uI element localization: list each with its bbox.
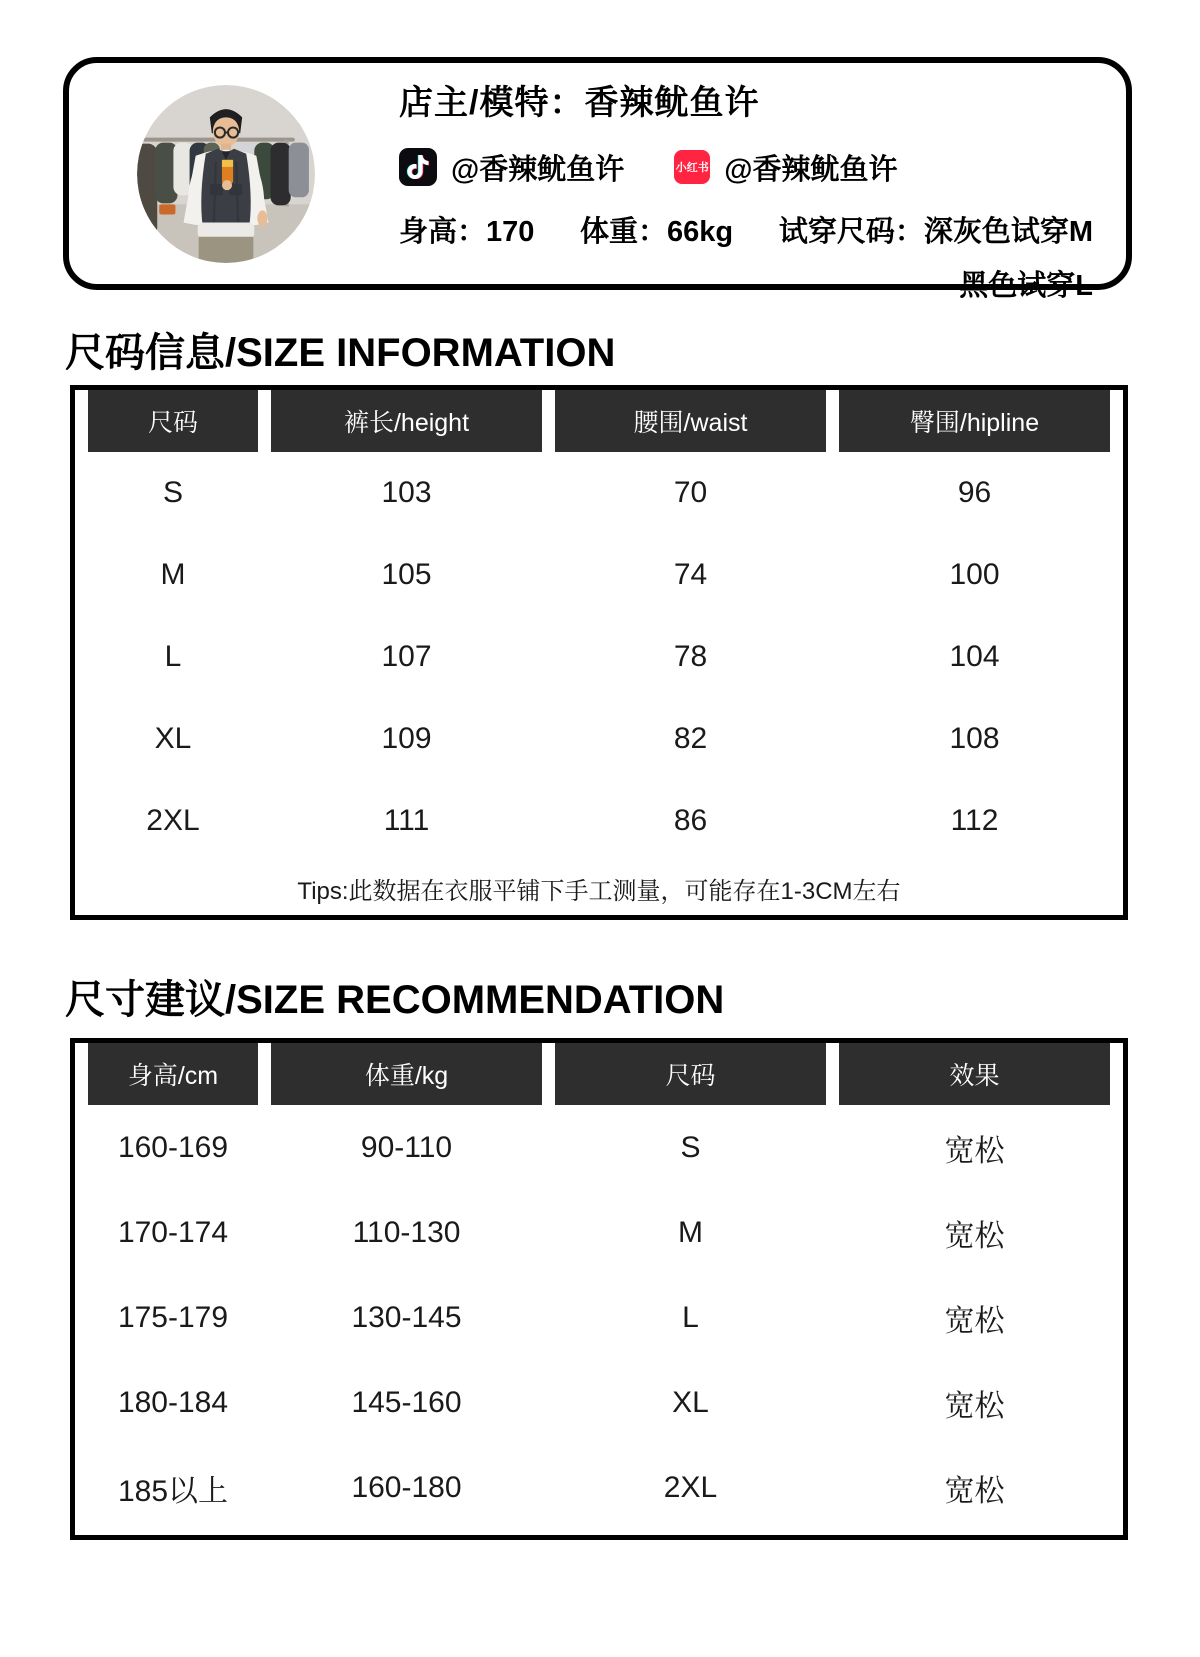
table-cell: L	[682, 1300, 699, 1334]
table-cell: 86	[673, 804, 708, 837]
table-cell: S	[680, 1130, 701, 1164]
column-header: 臀围/hipline	[839, 390, 1110, 452]
social-handles-row	[399, 147, 1093, 187]
xiaohongshu-handle: @香辣鱿鱼许	[724, 153, 898, 186]
column-header: 尺码	[88, 390, 258, 452]
table-cell: M	[160, 558, 186, 591]
table-cell: 宽松	[944, 1134, 1005, 1168]
size-recommendation-heading: 尺寸建议/SIZE RECOMMENDATION	[65, 978, 725, 1022]
profile-info	[399, 83, 1093, 304]
tryon-stat-second-line: 黑色试穿L	[959, 270, 1093, 302]
table-cell: 112	[950, 804, 999, 837]
table-header-row	[75, 1043, 1123, 1105]
table-cell: 180-184	[117, 1385, 229, 1419]
table-cell: 宽松	[944, 1474, 1005, 1508]
table-row	[75, 698, 1123, 780]
column-header: 体重/kg	[271, 1043, 542, 1105]
table-header-row	[75, 390, 1123, 452]
size-recommendation-table	[70, 1038, 1128, 1540]
table-body	[75, 452, 1123, 862]
column-header: 尺码	[555, 1043, 826, 1105]
table-cell: 105	[381, 558, 432, 591]
table-row	[75, 1445, 1123, 1530]
table-cell: 130-145	[351, 1300, 462, 1334]
avatar	[137, 85, 315, 263]
table-cell: XL	[154, 722, 192, 755]
table-cell: 185以上	[117, 1474, 229, 1508]
table-cell: 78	[673, 640, 708, 673]
table-row	[75, 1190, 1123, 1275]
table-cell: 90-110	[360, 1130, 453, 1164]
model-photo-illustration	[137, 85, 315, 263]
table-cell: 70	[673, 476, 708, 509]
table-cell: 96	[957, 476, 992, 509]
table-cell: XL	[672, 1385, 709, 1419]
table-cell: 2XL	[146, 804, 200, 837]
table-cell: 160-180	[351, 1470, 462, 1504]
column-header: 效果	[839, 1043, 1110, 1105]
xiaohongshu-icon	[674, 150, 710, 184]
height-stat: 身高：170	[399, 216, 535, 248]
column-header: 腰围/waist	[555, 390, 826, 452]
model-stats-row	[399, 209, 1093, 250]
table-cell: 108	[949, 722, 1000, 755]
table-cell: M	[678, 1215, 703, 1249]
table-row	[75, 1105, 1123, 1190]
table-row	[75, 780, 1123, 862]
table-cell: 175-179	[117, 1300, 229, 1334]
table-cell: 104	[949, 640, 1000, 673]
table-cell: S	[162, 476, 183, 509]
size-information-heading: 尺码信息/SIZE INFORMATION	[65, 331, 616, 375]
table-row	[75, 1360, 1123, 1445]
weight-stat: 体重：66kg	[580, 216, 734, 248]
measurement-tips: Tips:此数据在衣服平铺下手工测量，可能存在1-3CM左右	[297, 878, 901, 905]
page	[0, 57, 1200, 1657]
table-row	[75, 452, 1123, 534]
table-row	[75, 534, 1123, 616]
table-cell: 107	[381, 640, 432, 673]
profile-card	[63, 57, 1132, 302]
table-cell: 109	[381, 722, 432, 755]
table-cell: 103	[381, 476, 432, 509]
douyin-icon	[399, 148, 437, 186]
table-row	[75, 616, 1123, 698]
table-row	[75, 1275, 1123, 1360]
table-cell: 2XL	[663, 1470, 718, 1504]
shop-owner-title: 店主/模特：香辣鱿鱼许	[399, 84, 760, 122]
table-cell: 170-174	[117, 1215, 229, 1249]
table-cell: 160-169	[117, 1130, 229, 1164]
table-cell: 145-160	[351, 1385, 462, 1419]
table-cell: 宽松	[944, 1389, 1005, 1423]
column-header: 裤长/height	[271, 390, 542, 452]
tryon-stat: 试穿尺码：深灰色试穿M	[778, 216, 1093, 248]
table-cell: 宽松	[944, 1304, 1005, 1338]
column-header: 身高/cm	[88, 1043, 258, 1105]
table-cell: 111	[383, 804, 430, 837]
xiaohongshu-icon-label: 小红书	[675, 162, 709, 174]
douyin-handle: @香辣鱿鱼许	[451, 153, 625, 186]
table-cell: L	[164, 640, 182, 673]
table-cell: 100	[949, 558, 1000, 591]
table-cell: 82	[673, 722, 708, 755]
table-cell: 宽松	[944, 1219, 1005, 1253]
table-cell: 74	[673, 558, 708, 591]
table-body	[75, 1105, 1123, 1530]
table-cell: 110-130	[352, 1215, 461, 1249]
size-information-table	[70, 385, 1128, 920]
